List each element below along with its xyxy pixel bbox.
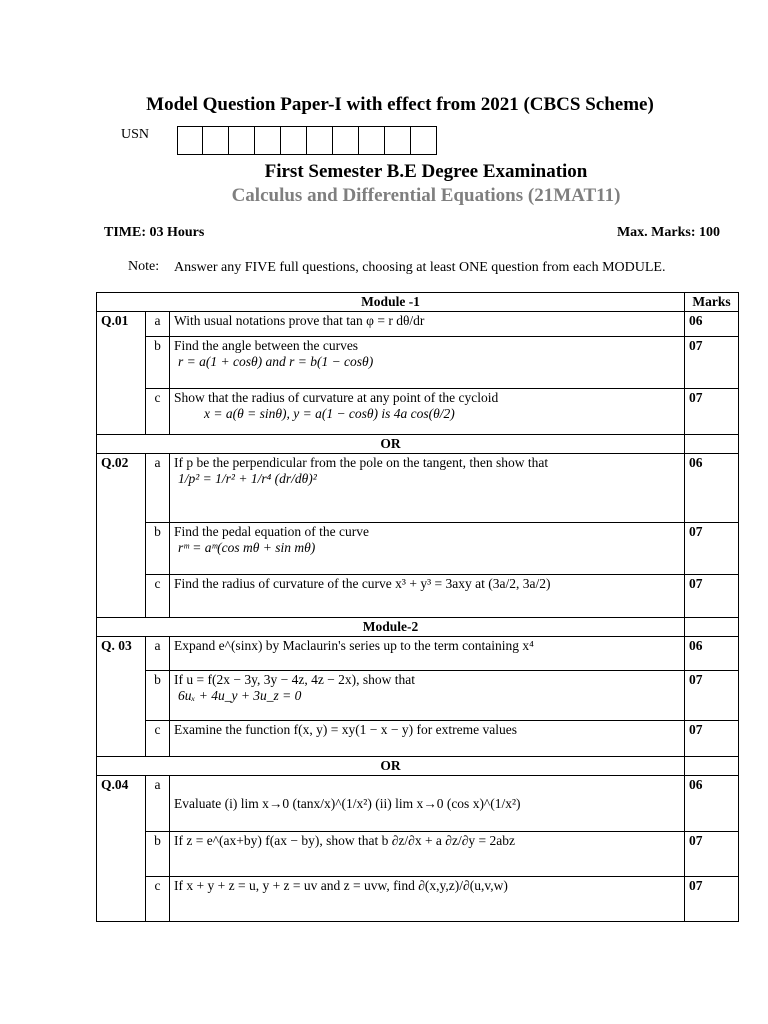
marks-value: 06	[685, 312, 739, 337]
marks-value: 07	[685, 523, 739, 575]
question-text: With usual notations prove that tan φ = r dθ/dr	[170, 312, 685, 337]
table-row	[97, 721, 739, 757]
part-label: c	[146, 721, 170, 757]
marks-value: 07	[685, 389, 739, 435]
usn-box[interactable]	[281, 126, 307, 155]
table-row	[97, 637, 739, 671]
usn-box[interactable]	[333, 126, 359, 155]
usn-boxes	[177, 126, 437, 155]
question-formula: 6uₓ + 4u_y + 3u_z = 0	[178, 688, 302, 703]
part-label: a	[146, 637, 170, 671]
question-cell	[170, 454, 685, 523]
question-text: Find the radius of curvature of the curve x³ + y³ = 3axy at (3a/2, 3a/2)	[170, 575, 685, 618]
marks-value: 06	[685, 776, 739, 832]
part-label: a	[146, 776, 170, 832]
part-label: a	[146, 312, 170, 337]
table-row	[97, 832, 739, 877]
table-row	[97, 523, 739, 575]
question-text: If z = e^(ax+by) f(ax − by), show that b ∂z/∂x + a ∂z/∂y = 2abz	[170, 832, 685, 877]
question-text: Examine the function f(x, y) = xy(1 − x − y) for extreme values	[170, 721, 685, 757]
marks-value: 07	[685, 877, 739, 922]
note-label: Note:	[128, 259, 160, 274]
module-2-header: Module-2	[97, 618, 685, 637]
empty-cell	[685, 435, 739, 454]
question-cell	[170, 337, 685, 389]
question-text: If p be the perpendicular from the pole on the tangent, then show that	[174, 455, 549, 470]
question-cell	[170, 523, 685, 575]
table-row	[97, 337, 739, 389]
table-row	[97, 575, 739, 618]
question-text: Evaluate (i) lim x→0 (tanx/x)^(1/x²) (ii) lim x→0 (cos x)^(1/x²)	[170, 776, 685, 832]
question-formula: x = a(θ = sinθ), y = a(1 − cosθ) is 4a cos(θ/2)	[204, 406, 455, 421]
question-formula: rᵐ = aᵐ(cos mθ + sin mθ)	[178, 540, 316, 555]
empty-cell	[685, 757, 739, 776]
marks-value: 06	[685, 454, 739, 523]
part-label: b	[146, 337, 170, 389]
usn-box[interactable]	[177, 126, 203, 155]
usn-box[interactable]	[255, 126, 281, 155]
time-label: TIME: 03 Hours	[104, 225, 205, 240]
module-1-header: Module -1	[97, 293, 685, 312]
marks-value: 06	[685, 637, 739, 671]
exam-title: First Semester B.E Degree Examination	[264, 161, 588, 182]
table-row	[97, 671, 739, 721]
question-cell	[170, 671, 685, 721]
question-text: Expand e^(sinx) by Maclaurin's series up to the term containing x⁴	[170, 637, 685, 671]
part-label: b	[146, 671, 170, 721]
question-formula: r = a(1 + cosθ) and r = b(1 − cosθ)	[178, 354, 374, 369]
part-label: c	[146, 575, 170, 618]
part-label: b	[146, 523, 170, 575]
note-text: Answer any FIVE full questions, choosing at least ONE question from each MODULE.	[174, 260, 666, 275]
marks-value: 07	[685, 575, 739, 618]
question-formula: 1/p² = 1/r² + 1/r⁴ (dr/dθ)²	[178, 471, 317, 486]
usn-box[interactable]	[411, 126, 437, 155]
or-separator: OR	[97, 435, 685, 454]
part-label: c	[146, 389, 170, 435]
question-cell	[170, 389, 685, 435]
usn-box[interactable]	[385, 126, 411, 155]
question-text: Find the pedal equation of the curve	[174, 524, 369, 539]
marks-value: 07	[685, 832, 739, 877]
question-text: Find the angle between the curves	[174, 338, 359, 353]
part-label: a	[146, 454, 170, 523]
max-marks-label: Max. Marks: 100	[616, 225, 720, 240]
table-row	[97, 877, 739, 922]
question-number: Q. 03	[97, 637, 146, 757]
marks-value: 07	[685, 721, 739, 757]
question-number: Q.02	[97, 454, 146, 618]
question-number: Q.04	[97, 776, 146, 922]
question-table	[96, 292, 739, 922]
part-label: c	[146, 877, 170, 922]
table-row	[97, 312, 739, 337]
table-row	[97, 776, 739, 832]
usn-label: USN	[121, 127, 150, 142]
table-row	[97, 389, 739, 435]
usn-box[interactable]	[307, 126, 333, 155]
question-text: If u = f(2x − 3y, 3y − 4z, 4z − 2x), show that	[174, 672, 416, 687]
paper-title: Model Question Paper-I with effect from 2021 (CBCS Scheme)	[146, 94, 654, 115]
empty-cell	[685, 618, 739, 637]
question-number: Q.01	[97, 312, 146, 435]
usn-box[interactable]	[203, 126, 229, 155]
usn-box[interactable]	[359, 126, 385, 155]
question-text: Show that the radius of curvature at any point of the cycloid	[174, 390, 499, 405]
or-separator: OR	[97, 757, 685, 776]
marks-value: 07	[685, 671, 739, 721]
table-row	[97, 454, 739, 523]
question-text: If x + y + z = u, y + z = uv and z = uvw, find ∂(x,y,z)/∂(u,v,w)	[170, 877, 685, 922]
subject-title: Calculus and Differential Equations (21MAT11)	[231, 185, 621, 206]
marks-value: 07	[685, 337, 739, 389]
part-label: b	[146, 832, 170, 877]
marks-header: Marks	[685, 293, 739, 312]
usn-box[interactable]	[229, 126, 255, 155]
